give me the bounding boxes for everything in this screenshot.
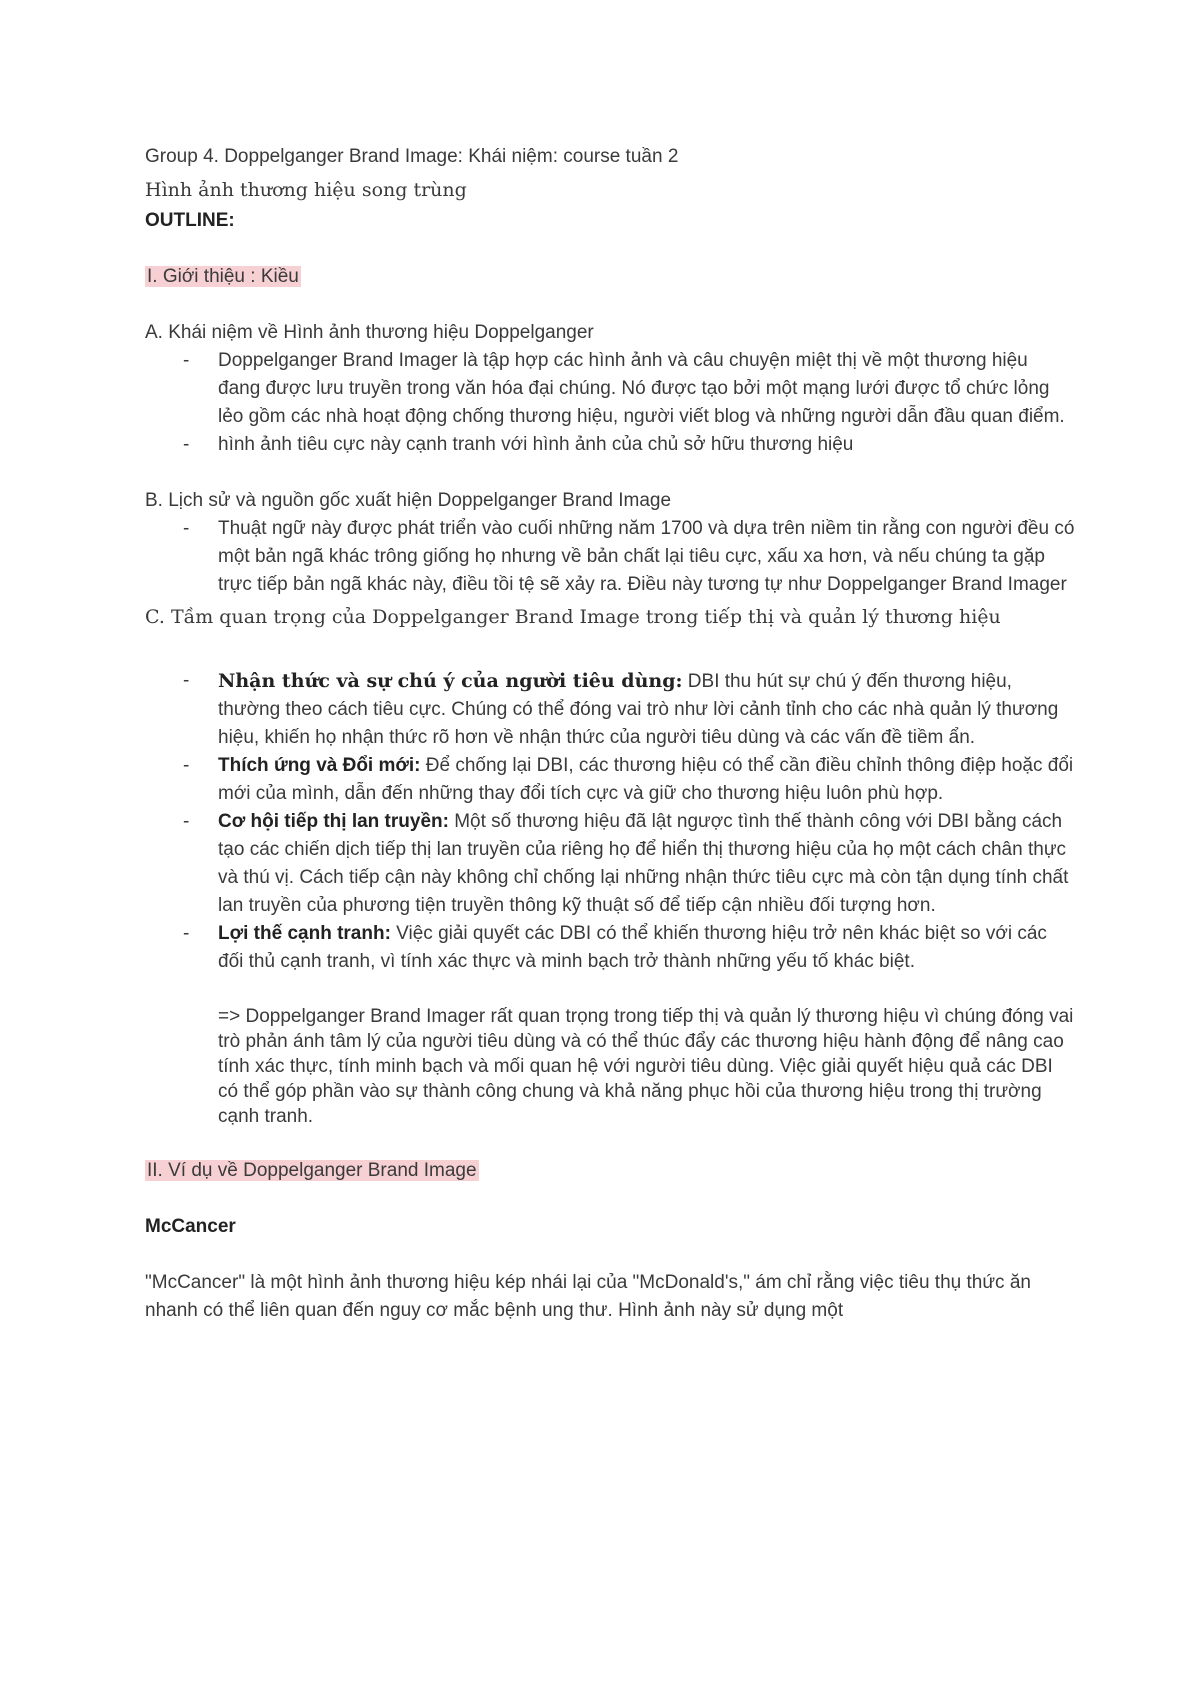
list-item-text: DBI thu hút sự chú ý đến thương hiệu, thường theo cách tiêu cực. Chúng có thể đóng vai trò như lời cảnh tỉnh cho các nhà quản lý thương hiệu, khiến họ nhận thức rõ hơn về nhận thức của người tiêu dùng và các vấn đề tiềm ẩn. [218,671,1059,748]
list-item-term: Thích ứng và Đổi mới: [218,755,421,776]
list-item-term: Nhận thức và sự chú ý của người tiêu dùng: [218,670,683,692]
example-title: McCancer [145,1216,236,1237]
list-item: - hình ảnh tiêu cực này cạnh tranh với hình ảnh của chủ sở hữu thương hiệu [145,431,1075,459]
list-item-text: Để chống lại DBI, các thương hiệu có thể cần điều chỉnh thông điệp hoặc đổi mới của mình, dẫn đến những thay đổi tích cực và giữ cho thương hiệu luôn phù hợp. [218,755,1074,804]
section-2-heading [145,1157,1075,1185]
list-item-text: Một số thương hiệu đã lật ngược tình thế thành công với DBI bằng cách tạo các chiến dịch tiếp thị lan truyền của riêng họ để hiển thị thương hiệu của họ một cách chân thực và thú vị. Cách tiếp cận này không chỉ chống lại những nhận thức tiêu cực mà còn tận dụng tính chất lan truyền của phương tiện truyền thông kỹ thuật số để tiếp cận nhiều đối tượng hơn. [218,811,1069,916]
section-1-heading [145,263,1075,291]
section-2-heading-text: II. Ví dụ về Doppelganger Brand Image [147,1160,477,1181]
list-item [145,808,1075,920]
example-paragraph: "McCancer" là một hình ảnh thương hiệu kép nhái lại của "McDonald's," ám chỉ rằng việc tiêu thụ thức ăn nhanh có thể liên quan đến nguy cơ mắc bệnh ung thư. Hình ảnh này sử dụng một [145,1272,1031,1321]
part-b-heading: B. Lịch sử và nguồn gốc xuất hiện Doppelganger Brand Image [145,490,672,511]
part-c-list [145,667,1075,976]
document-body [145,143,1075,1325]
list-item [145,752,1075,808]
document-subtitle: Hình ảnh thương hiệu song trùng [145,179,467,201]
section-1-heading-text: I. Giới thiệu : Kiều [147,266,299,287]
part-c-heading: C. Tầm quan trọng của Doppelganger Brand Image trong tiếp thị và quản lý thương hiệu [145,606,1001,628]
document-title: Group 4. Doppelganger Brand Image: Khái niệm: course tuần 2 [145,146,679,167]
list-item: - Doppelganger Brand Imager là tập hợp các hình ảnh và câu chuyện miệt thị về một thương hiệu đang được lưu truyền trong văn hóa đại chúng. Nó được tạo bởi một mạng lưới được tổ chức lỏng lẻo gồm các nhà hoạt động chống thương hiệu, người viết blog và những người dẫn đầu quan điểm. [145,347,1075,431]
list-item-term: Lợi thế cạnh tranh: [218,923,391,944]
outline-label: OUTLINE: [145,210,235,231]
conclusion-paragraph: => Doppelganger Brand Imager rất quan trọng trong tiếp thị và quản lý thương hiệu vì chúng đóng vai trò phản ánh tâm lý của người tiêu dùng và có thể thúc đẩy các thương hiệu hành động để nâng cao tính xác thực, tính minh bạch và mối quan hệ với người tiêu dùng. Việc giải quyết hiệu quả các DBI có thể góp phần vào sự thành công chung và khả năng phục hồi của thương hiệu trong thị trường cạnh tranh. [218,1006,1074,1127]
part-b-list [145,515,1075,599]
list-item: - Thuật ngữ này được phát triển vào cuối những năm 1700 và dựa trên niềm tin rằng con người đều có một bản ngã khác trông giống họ nhưng về bản chất lại tiêu cực, xấu xa hơn, và nếu chúng ta gặp trực tiếp bản ngã khác này, điều tồi tệ sẽ xảy ra. Điều này tương tự như Doppelganger Brand Imager [145,515,1075,599]
list-item [145,667,1075,752]
part-a-heading: A. Khái niệm về Hình ảnh thương hiệu Doppelganger [145,322,594,343]
part-a-list [145,347,1075,459]
list-item-text: Việc giải quyết các DBI có thể khiến thương hiệu trở nên khác biệt so với các đối thủ cạnh tranh, vì tính xác thực và minh bạch trở thành những yếu tố khác biệt. [218,923,1047,972]
list-item-term: Cơ hội tiếp thị lan truyền: [218,811,449,832]
list-item [145,920,1075,976]
